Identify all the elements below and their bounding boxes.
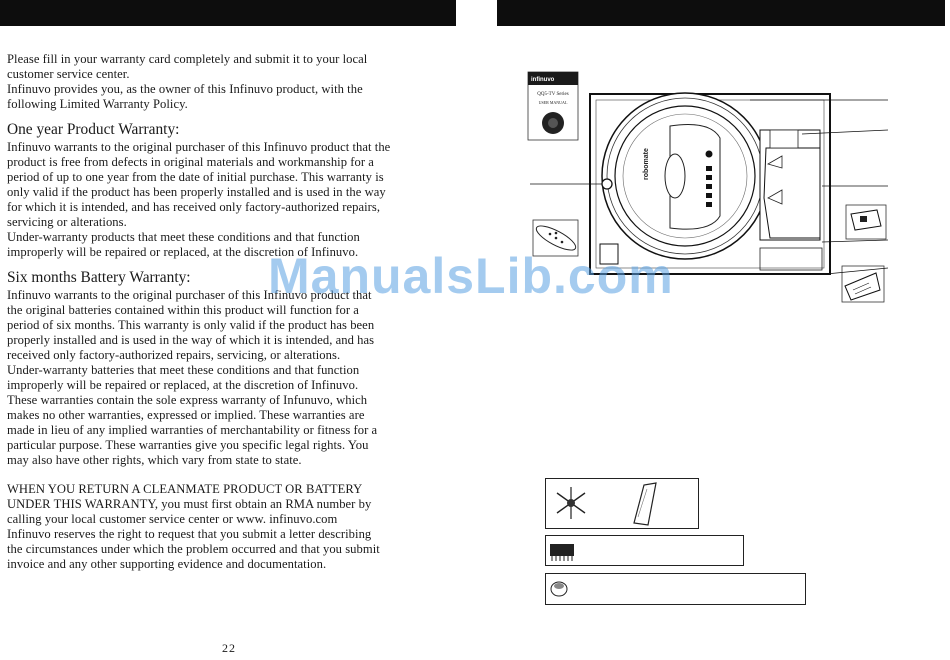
warranty-text-column: [7, 52, 452, 572]
cleaning-brush-icon: [546, 536, 743, 565]
user-manual-booklet: [528, 72, 578, 140]
battery-warranty-heading: Six months Battery Warranty:: [7, 269, 191, 286]
product-warranty-heading: One year Product Warranty:: [7, 121, 180, 138]
intro-paragraph: Please fill in your warranty card completely and submit it to your local customer service center. Infinuvo provides you, as the owner of this Infinuvo product, with the following Limited Warranty Policy.: [7, 52, 368, 111]
charging-dock: [760, 130, 820, 240]
package-contents-diagram: [520, 68, 895, 308]
remote-control: [533, 220, 579, 256]
return-instructions-paragraph: WHEN YOU RETURN A CLEANMATE PRODUCT OR BATTERY UNDER THIS WARRANTY, you must first obtain an RMA number by calling your local customer service center or www. infinuvo.com Infinuvo reserves the right to request that you submit a letter describing the circumstances under which the problem occurred and that you submit invoice and any other supporting evidence and documentation.: [7, 482, 380, 571]
sensor-cap-box: [545, 573, 806, 605]
side-brush-icon: [546, 479, 698, 528]
manual-series-text: QQ5-TV Series: [537, 92, 569, 97]
sensor-cap-icon: [546, 574, 805, 604]
manual-brand-text: infinuvo: [531, 77, 555, 83]
left-header-bar: [0, 0, 456, 26]
battery-warranty-paragraph: Infinuvo warrants to the original purchaser of this Infinuvo product that the original batteries contained within this product will function for a period of six months. This warranty is only valid if the product has been properly installed and is used in the way of which it is intended, and has received only factory-authorized repairs, servicing, or alterations. Under-warranty batteries that meet these conditions and that function improperly will be repaired or replaced, at the discretion of Infinuvo. These warranties contain the sole express warranty of Infunuvo, which makes no other warranties, expressed or implied. These warranties are made in lieu of any implied warranties of merchantability or fitness for a particular purpose. These warranties give you specific legal rights. You may also have other rights, which vary from state to state.: [7, 288, 378, 467]
side-brush-accessory: [842, 266, 884, 302]
page-number: 22: [222, 641, 236, 655]
battery-pack: [846, 205, 886, 239]
brushes-accessory-box: [545, 478, 699, 529]
watermark-text: ManualsLib.com: [268, 248, 674, 304]
right-header-bar: [497, 0, 945, 26]
manual-title-text: USER MANUAL: [538, 100, 568, 105]
robot-vacuum: [602, 93, 768, 259]
robot-brand-text: robomate: [643, 148, 650, 180]
cleaning-brush-box: [545, 535, 744, 566]
product-warranty-paragraph: Infinuvo warrants to the original purchaser of this Infinuvo product that the product is free from defects in original materials and workmanship for a period of up to one year from the date of initial purchase. This warranty is only valid if the product has been properly installed and is used in the way for which it is intended, and has received only factory-authorized repairs, servicing or alterations. Under-warranty products that meet these conditions and that function improperly will be repaired or replaced, at the discretion of Infinuvo.: [7, 140, 391, 259]
